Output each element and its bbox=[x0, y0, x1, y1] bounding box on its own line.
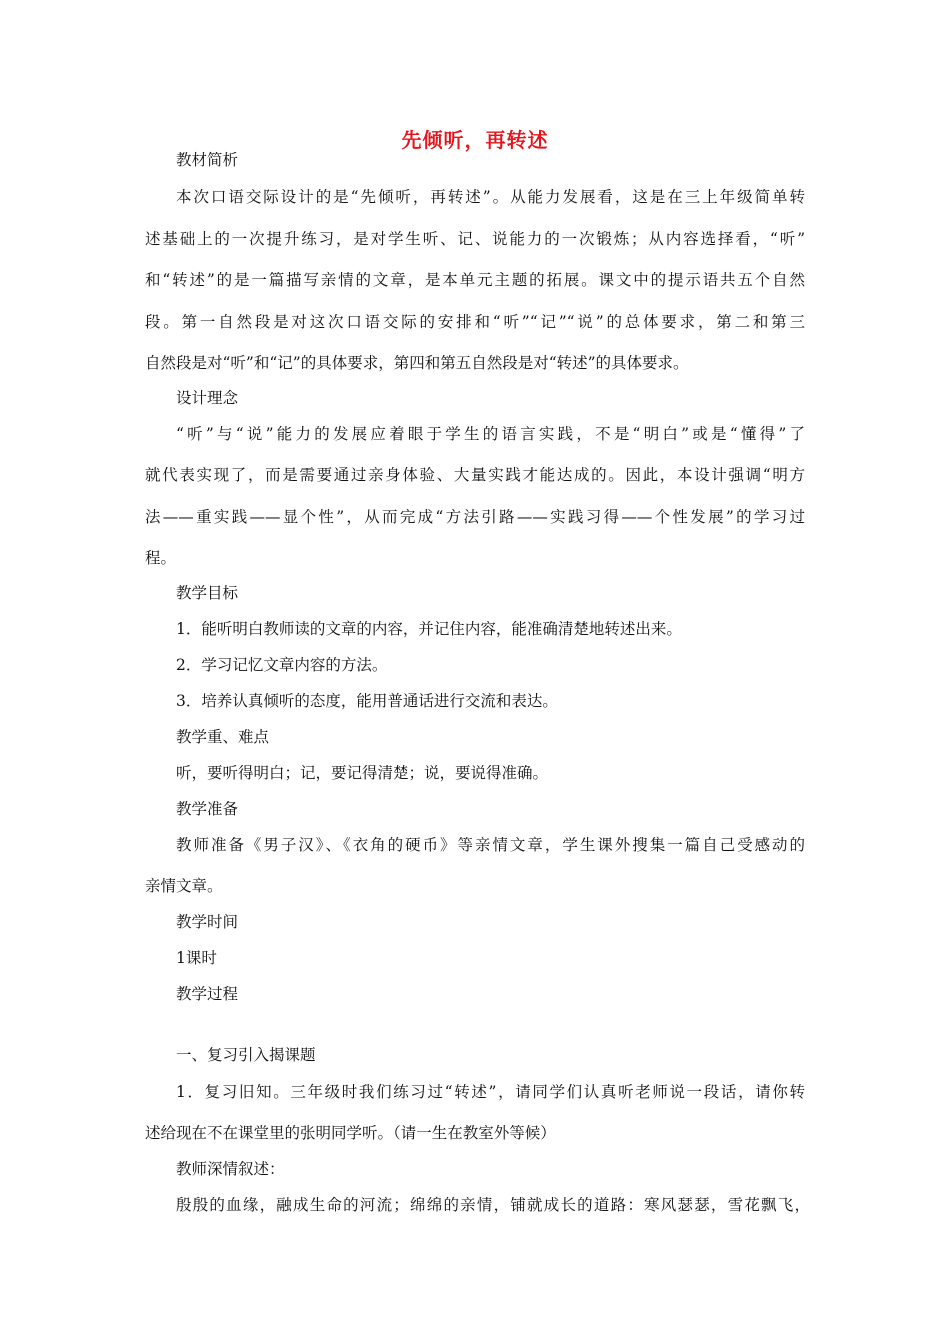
heading-textbook-analysis: 教材简析 bbox=[176, 151, 239, 169]
paragraph-line: “听”与“说”能力的发展应着眼于学生的语言实践，不是“明白”或是“懂得”了 bbox=[176, 425, 805, 443]
goal-item: 2．学习记忆文章内容的方法。 bbox=[176, 656, 388, 674]
paragraph-line: 程。 bbox=[145, 549, 177, 567]
paragraph-line: 亲情文章。 bbox=[145, 877, 223, 895]
document-title: 先倾听，再转述 bbox=[401, 128, 549, 152]
paragraph-line: 教师深情叙述： bbox=[176, 1160, 285, 1178]
heading-key-points: 教学重、难点 bbox=[176, 728, 270, 746]
heading-teaching-time: 教学时间 bbox=[176, 913, 239, 931]
paragraph-line: 述给现在不在课堂里的张明同学听。（请一生在教室外等候） bbox=[145, 1124, 556, 1142]
paragraph-line: 1．复习旧知。三年级时我们练习过“转述”，请同学们认真听老师说一段话，请你转 bbox=[176, 1083, 805, 1101]
paragraph-line: 法——重实践——显个性”，从而完成“方法引路——实践习得——个性发展”的学习过 bbox=[145, 508, 805, 526]
paragraph-line: 殷殷的血缘，融成生命的河流；绵绵的亲情，铺就成长的道路：寒风瑟瑟，雪花飘飞， bbox=[176, 1196, 810, 1214]
heading-teaching-process: 教学过程 bbox=[176, 985, 239, 1003]
paragraph-line: 就代表实现了，而是需要通过亲身体验、大量实践才能达成的。因此，本设计强调“明方 bbox=[145, 466, 805, 484]
goal-item: 3．培养认真倾听的态度，能用普通话进行交流和表达。 bbox=[176, 692, 558, 710]
section-heading: 一、复习引入揭课题 bbox=[176, 1046, 316, 1064]
paragraph-line: 本次口语交际设计的是“先倾听，再转述”。从能力发展看，这是在三上年级简单转 bbox=[176, 188, 805, 206]
paragraph-line: 和“转述”的是一篇描写亲情的文章，是本单元主题的拓展。课文中的提示语共五个自然 bbox=[145, 271, 805, 289]
goal-item: 1．能听明白教师读的文章的内容，并记住内容，能准确清楚地转述出来。 bbox=[176, 620, 682, 638]
heading-teaching-goals: 教学目标 bbox=[176, 584, 239, 602]
paragraph-line: 自然段是对“听”和“记”的具体要求，第四和第五自然段是对“转述”的具体要求。 bbox=[145, 354, 689, 372]
paragraph-line: 1课时 bbox=[176, 949, 217, 967]
paragraph-line: 段。第一自然段是对这次口语交际的安排和“听”“记”“说”的总体要求，第二和第三 bbox=[145, 313, 805, 331]
heading-preparation: 教学准备 bbox=[176, 800, 239, 818]
paragraph-line: 教师准备《男子汉》、《衣角的硬币》等亲情文章，学生课外搜集一篇自己受感动的 bbox=[176, 836, 805, 854]
paragraph-line: 述基础上的一次提升练习，是对学生听、记、说能力的一次锻炼；从内容选择看，“听” bbox=[145, 230, 805, 248]
heading-design-concept: 设计理念 bbox=[176, 389, 239, 407]
paragraph-line: 听，要听得明白；记，要记得清楚；说，要说得准确。 bbox=[176, 764, 549, 782]
